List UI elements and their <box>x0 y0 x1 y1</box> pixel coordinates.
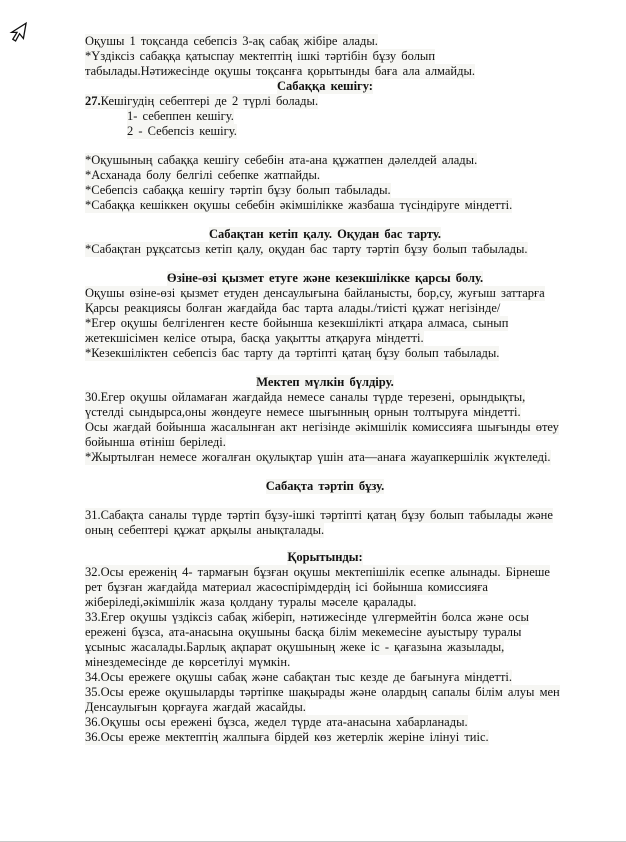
text-line: *Кезекшіліктен себепсіз бас тарту да тәртіпті қатаң бұзу болып табылады. <box>85 346 500 360</box>
section-heading-self-service: Өзіне-өзі қызмет етуге және кезекшілікке қарсы болу. <box>166 271 484 285</box>
section-heading-leaving: Сабақтан кетіп қалу. Оқудан бас тарту. <box>209 227 441 241</box>
text-line: оның себептері құжат арқылы анықталады. <box>85 523 325 537</box>
text-line: үстелді сындырса,оны жөндеуге немесе шығынның орнын толтыруға міндетті. <box>85 405 521 419</box>
text-line: 33.Егер оқушы үздіксіз сабақ жіберіп, нәтижесінде үлгермейтін болса және осы <box>85 610 529 624</box>
text-line: 34.Осы ережеге оқушы сабақ және сабақтан тыс кезде де бағынуға міндетті. <box>85 670 513 684</box>
section-heading-discipline: Сабақта тәртіп бұзу. <box>265 479 385 493</box>
section-heading-property: Мектеп мүлкін бүлдіру. <box>256 375 394 389</box>
text-line: *Себепсіз сабаққа кешігу тәртіп бұзу болып табылады. <box>85 183 391 197</box>
document-text <box>85 34 565 745</box>
text-line: *Сабақтан рұқсатсыз кетіп қалу, оқудан бас тарту тәртіп бұзу болып табылады. <box>85 242 528 256</box>
section-heading-conclusion: Қорытынды: <box>287 550 363 564</box>
text-line: Қарсы реакциясы болған жағдайда бас тарта алады./тиісті құжат негізінде/ <box>85 301 501 315</box>
list-item: 2 - Себепсіз кешігу. <box>127 124 237 138</box>
text-line: *Егер оқушы белгіленген кесте бойынша кезекшілікті атқара алмаса, сынып <box>85 316 509 330</box>
text-line: мінездемесінде де көрсетілуі мүмкін. <box>85 655 291 669</box>
text-line: Осы жағдай бойынша жасалынған акт негізінде әкімшілік комиссияға шығынды өтеу <box>85 420 559 434</box>
text-line: 31.Сабақта саналы түрде тәртіп бұзу-ішкі тәртіпті қатаң бұзу болып табылады және <box>85 508 553 522</box>
text-line: *Оқушының сабаққа кешігу себебін ата-ана құжатпен дәлелдей алады. <box>85 153 478 167</box>
text-line: *Сабаққа кешіккен оқушы себебін әкімшілікке жазбаша түсіндіруге міндетті. <box>85 198 513 212</box>
text-line: Оқушы 1 тоқсанда себепсіз 3-ақ сабақ жібіре алады. <box>85 34 378 48</box>
text-line: Денсаулығын қорғауға жағдай жасайды. <box>85 700 306 714</box>
text-line: 36.Осы ереже мектептің жалпыға бірдей көз жетерлік жеріне ілінуі тиіс. <box>85 730 489 744</box>
text-line: 30.Егер оқушы ойламаған жағдайда немесе саналы түрде терезені, орындықты, <box>85 390 526 404</box>
text-line: 36.Оқушы осы ережені бұзса, жедел түрде ата-анасына хабарланады. <box>85 715 468 729</box>
text-line: ұсыныс жасалады.Барлық ақпарат оқушының жеке іс - қағазына жазылады, <box>85 640 505 654</box>
section-heading-lateness: Сабаққа кешігу: <box>277 79 373 93</box>
text-line: Оқушы өзіне-өзі қызмет етуден денсаулығына байланысты, бор,су, жуғыш заттарға <box>85 286 545 300</box>
list-item: 1- себеппен кешігу. <box>127 109 234 123</box>
text-line: табылады.Нәтижесінде оқушы тоқсанға қорытынды баға ала алмайды. <box>85 64 475 78</box>
item-27-text: Кешігудің себептері де 2 түрлі болады. <box>100 94 319 108</box>
item-27-number: 27. <box>85 94 101 108</box>
text-line: бойынша өтініш беріледі. <box>85 435 226 449</box>
text-line: *Жыртылған немесе жоғалған оқулықтар үшін ата—анаға жауапкершілік жүктеледі. <box>85 450 551 464</box>
text-line: 35.Осы ереже оқушыларды тәртіпке шақырады және олардың сапалы білім алуы мен <box>85 685 560 699</box>
text-line: жіберіледі,әкімшілік жаза қолдану туралы мәселе қаралады. <box>85 595 417 609</box>
text-line: рет бұзған жағдайда материал жасөспірімдердің ісі бойынша комиссияға <box>85 580 488 594</box>
arrow-cursor-icon <box>8 20 32 48</box>
text-line: 32.Осы ереженің 4- тармағын бұзған оқушы мектепішілік есепке алынады. Бірнеше <box>85 565 550 579</box>
text-line: *Асханада болу белгілі себепке жатпайды. <box>85 168 320 182</box>
text-line: жетекшісімен келісе отыра, басқа уақытты атқаруға міндетті. <box>85 331 424 345</box>
text-line: ережені бұзса, ата-анасына оқушыны басқа білім мекемесіне ауыстыру туралы <box>85 625 522 639</box>
text-line: *Үздіксіз сабаққа қатыспау мектептің ішкі тәртібін бұзу болып <box>85 49 436 63</box>
text-line-item-27 <box>85 94 318 109</box>
